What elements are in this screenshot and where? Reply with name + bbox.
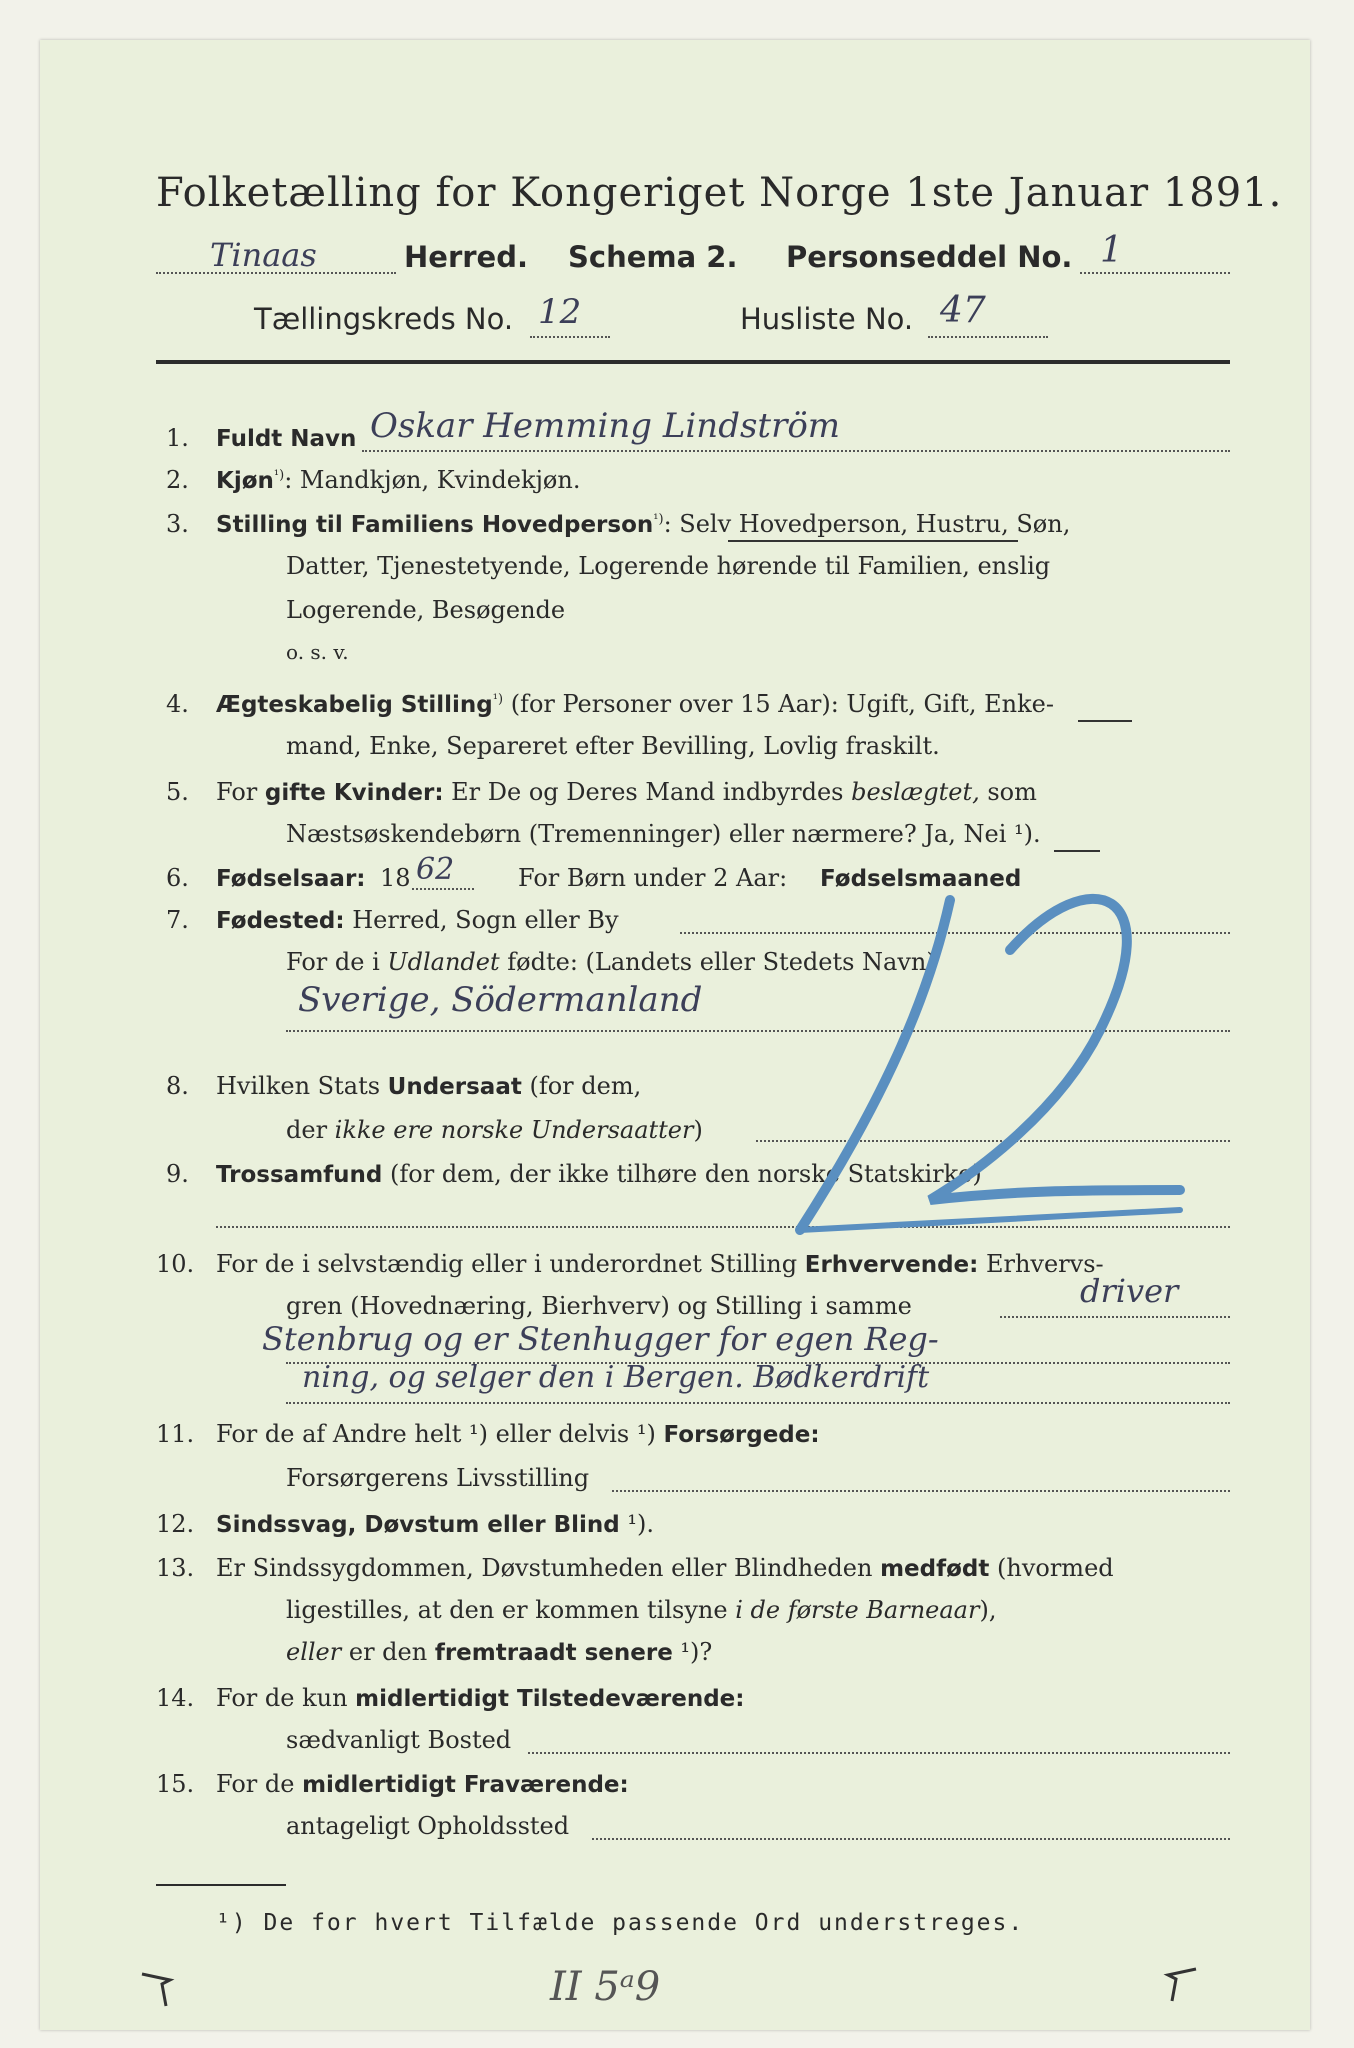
census-form xyxy=(40,40,1310,2030)
q10-line1: For de i selvstændig eller i underordnet Stilling Erhvervende: Erhvervs- xyxy=(216,1250,1104,1278)
q2-number: 2. xyxy=(166,466,189,494)
q8-number: 8. xyxy=(166,1072,189,1100)
q6-number: 6. xyxy=(166,864,189,892)
blue-pencil-overlay xyxy=(760,870,1240,1294)
q5-line1: For gifte Kvinder: Er De og Deres Mand indbyrdes beslægtet, som xyxy=(216,778,1037,806)
q5-underline xyxy=(1054,850,1100,852)
q3-underline xyxy=(728,540,1018,542)
q1-name-value: Oskar Hemming Lindström xyxy=(370,406,841,446)
personseddel-label: Personseddel No. xyxy=(786,240,1073,274)
q12-line: Sindssvag, Døvstum eller Blind ¹). xyxy=(216,1510,655,1538)
q8-line2: der ikke ere norske Undersaatter) xyxy=(286,1116,703,1144)
q6-label2: Fødselsmaaned xyxy=(820,866,1022,892)
q3-line1: Stilling til Familiens Hovedperson$^{^1)}$: Selv Hovedperson, Hustru, Søn, xyxy=(216,510,1071,538)
header-rule xyxy=(156,360,1230,364)
q1-number: 1. xyxy=(166,424,189,452)
q10-number: 10. xyxy=(156,1250,195,1278)
q1-label: Fuldt Navn xyxy=(216,426,357,452)
q6-text: For Børn under 2 Aar: xyxy=(518,864,788,892)
q3-number: 3. xyxy=(166,510,189,538)
herred-value: Tinaas xyxy=(210,236,317,274)
q4-underline xyxy=(1078,720,1132,722)
q3-line3: Logerende, Besøgende xyxy=(286,596,566,624)
q8-line1: Hvilken Stats Undersaat (for dem, xyxy=(216,1072,642,1100)
q15-line2: antageligt Opholdssted xyxy=(286,1812,570,1840)
corner-mark-left xyxy=(140,1970,180,2010)
q14-line2: sædvanligt Bosted xyxy=(286,1726,512,1754)
q4-line1: Ægteskabelig Stilling$^{^1)}$ (for Personer over 15 Aar): Ugift, Gift, Enke- xyxy=(216,690,1054,718)
kreds-value: 12 xyxy=(538,292,582,332)
form-title: Folketælling for Kongeriget Norge 1ste Januar 1891. xyxy=(156,170,1283,216)
q11-line1: For de af Andre helt ¹) eller delvis ¹) Forsørgede: xyxy=(216,1420,820,1448)
q9-number: 9. xyxy=(166,1160,189,1188)
q6-year-value: 62 xyxy=(416,852,455,887)
bottom-pencil-mark: II 5ᵃ9 xyxy=(550,1964,661,2010)
q3-line4: o. s. v. xyxy=(286,640,349,664)
q14-line1: For de kun midlertidigt Tilstedeværende: xyxy=(216,1684,745,1712)
q5-line2: Næstsøskendebørn (Tremenninger) eller nærmere? Ja, Nei ¹). xyxy=(286,820,1041,848)
q6-prefix: 18 xyxy=(380,864,411,892)
q13-line1: Er Sindssygdommen, Døvstumheden eller Blindheden medfødt (hvormed xyxy=(216,1554,1114,1582)
personseddel-value: 1 xyxy=(1100,230,1123,271)
q10-value2: Stenbrug og er Stenhugger for egen Reg- xyxy=(262,1320,939,1358)
q11-line2: Forsørgerens Livsstilling xyxy=(286,1464,590,1492)
footnote-rule xyxy=(156,1884,286,1886)
husliste-value: 47 xyxy=(940,290,986,331)
q7-birthplace-value: Sverige, Södermanland xyxy=(298,980,703,1020)
schema-label: Schema 2. xyxy=(568,240,738,274)
q7-number: 7. xyxy=(166,906,189,934)
q13-line3: eller er den fremtraadt senere ¹)? xyxy=(286,1638,713,1666)
q15-line1: For de midlertidigt Fraværende: xyxy=(216,1770,629,1798)
corner-mark-right xyxy=(1160,1965,1200,2005)
q7-line2: For de i Udlandet fødte: (Landets eller Stedets Navn) xyxy=(286,948,936,976)
q4-number: 4. xyxy=(166,690,189,718)
q4-line2: mand, Enke, Separeret efter Bevilling, Lovlig fraskilt. xyxy=(286,732,940,760)
q13-line2: ligestilles, at den er kommen tilsyne i de første Barneaar), xyxy=(286,1596,997,1624)
q13-number: 13. xyxy=(156,1554,195,1582)
herred-label: Herred. xyxy=(404,240,528,274)
q15-number: 15. xyxy=(156,1770,195,1798)
q2-line: Kjøn$^{^1)}$: Mandkjøn, Kvindekjøn. xyxy=(216,466,581,494)
q10-value1: driver xyxy=(1080,1272,1179,1310)
q6-label: Fødselsaar: xyxy=(216,866,366,892)
blue-pencil-strokes xyxy=(760,870,1240,1290)
q11-number: 11. xyxy=(156,1420,195,1448)
q5-number: 5. xyxy=(166,778,189,806)
footnote: ¹) De for hvert Tilfælde passende Ord understreges. xyxy=(216,1910,1025,1936)
q10-value3: ning, og selger den i Bergen. Bødkerdrift xyxy=(302,1360,930,1395)
kreds-label: Tællingskreds No. xyxy=(254,302,514,336)
husliste-label: Husliste No. xyxy=(740,302,914,336)
q10-line2: gren (Hovednæring, Bierhverv) og Stilling i samme xyxy=(286,1292,912,1320)
q12-number: 12. xyxy=(156,1510,195,1538)
q3-line2: Datter, Tjenestetyende, Logerende hørende til Familien, enslig xyxy=(286,552,1051,580)
q7-line1: Fødested: Herred, Sogn eller By xyxy=(216,906,619,934)
q14-number: 14. xyxy=(156,1684,195,1712)
q9-line: Trossamfund (for dem, der ikke tilhøre den norske Statskirke) xyxy=(216,1160,982,1188)
